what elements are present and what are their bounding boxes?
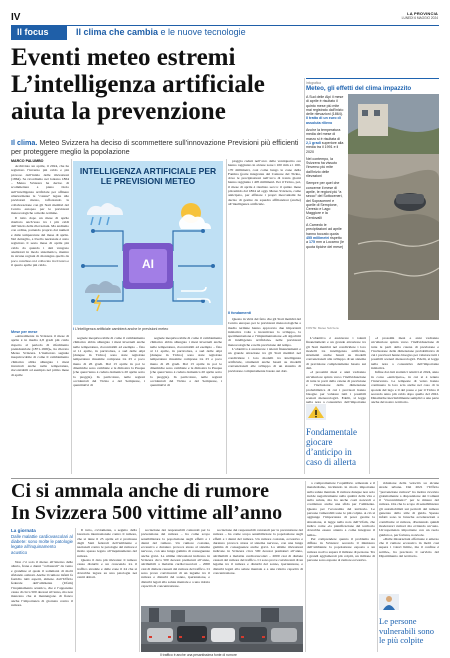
warning-icon (306, 404, 326, 420)
section-topic (76, 27, 246, 37)
body-paragraph: Questo il dato più rilevante: il rumore causa disturbi e un crescendo tra il traffico stradale e dalle zone il 24 che si dovrebbe legare su una patologie nei centri abitati. (77, 558, 137, 580)
body-paragraph: sociazione dei responsabili cantonali per la prevenzione del rumore – ha come scopo sensibilizzare la popolazione sugli effetti e i danni del rumore. Un rumore costante, eccessivo e duraturo provoca stress al sistema nervoso, con una lunga gamma di conseguenze anche gravi. La ultime rilevazioni indicano in Svizzera circa 500 decessi prematuri all’anno, attribuibili a malattie cardiovascolari – 2000 casi di diabete causati dal rumore del traffico. Ci sono prove convincenti di un legame tra il rumore e disturbi del sonno, ipertensione, e disturbi legati alla salute mentale e a una ridotta capacità di concentrazione. (213, 528, 303, 575)
article-column-6 (371, 336, 439, 474)
flood-photo (348, 94, 439, 320)
infobox-fact-5-rest: rispetto a (306, 235, 342, 245)
body-paragraph: Questo in virtù del fatto che gli Stati membri del Centro europeo per le previsioni meteorologiche a medio termine hanno approvato due importanti iniziative volte a incentivare lo sviluppo, la sperimentazione e l’implementazione «di algoritmi di intelligenza artificiale» nelle previsioni meteorologiche e nella previsione del tempo. (228, 317, 301, 347)
article-column-1b (11, 330, 69, 474)
caption-text: L’intelligenza artificiale cambierà anche le previsioni meteo (74, 327, 169, 331)
person-icon (379, 594, 399, 610)
body-paragraph: «I prossimi mesi e anni vedranno un’ulteriore spinta verso l’individuazione di tutte le parti della catena di previsione e l’inclusione della dimensione probabilistica di cui i previsori hanno bisogno per valutare tutti i possibili scenari meteorologici. Edelit, si legge nella nota a consuntivo dell’importante iniziativa. (371, 336, 439, 371)
section-topic-rest: e le nuove tecnologie (158, 27, 246, 37)
body-paragraph: pioggia caduti nell’arco delle ventiquattro ore hanno raggiunto in alcune zone i 100 mm e i 160-170 millimetri, così come lungo le zone della Fantina (parte integrante del Cantone del Ticino, dove le precipitazioni nell’arco di trenta giorni hanno raggiunto i 405 millimetri. Per il Ticino, poi, il mese di aprile è risultato secco: il quinto mese più umido dal 1864 ad oggi. Meteo Svizzera, come anticipato, per affinare i propri meccanismi ha deciso di gestire da squadra affiliandosi (anche) all’intelligenza artificiale. (228, 159, 301, 206)
illustration-title: INTELLIGENZA ARTIFICIALE PER LE PREVISIONI METEO (79, 166, 217, 186)
storm-cloud-icon (85, 281, 121, 311)
body-paragraph: riduzione della velocità su alcune strade urbane. Dal 2021 l’Ufficio “prevenzione rumore” ha inoltre ricevuto gratuitamente a disposizione dei Comuni il “riscontrimetro” per le misure del rumore. Ora che lo scopo di sensibilizzare gli automobilisti sui pericoli del rumore generato dallo stile di guida. Spesso infatti sono le brusche accelerazioni a contribuire al rumore, diventando quindi moderatori rumori ma evitando un’auto. Un’esperienza importante con un ruolo guidato e, per fortuna, notevole. (379, 481, 439, 537)
article2-headline (11, 481, 311, 524)
article-column-3 (150, 336, 222, 474)
article2-intro (11, 528, 73, 555)
body-paragraph: Infine dai dati statistici relativi al 2024, anno in corso «anticipato», in cui si è tenuto l’intervento. Le tempeste di vento hanno continuato la loro scia anche nel caso di la sponda del lago e il del passo e per il Ticino il secondo anno più caldo dopo quello del 2022. Dinamiche inevitabilmente semplici a una parte anche del nostro territorio. (371, 370, 439, 405)
infobox-fact-5-highlight-2: 175 (309, 240, 315, 245)
section-band (11, 25, 439, 39)
traffic-photo (141, 606, 303, 652)
issue-date: LUNEDÌ 6 MAGGIO 2024 (401, 16, 438, 20)
infobox-fact-1: A Sud delle Alpi il mese di aprile è risultato il quinto mese più mite mai registrato dall’inizio delle rilevazioni (1864). (306, 95, 344, 117)
infobox-fact-5-end: mm a Locarno (le quota tipiche del mese) (306, 240, 344, 249)
subheading: Il fondamenti (228, 311, 251, 315)
body-paragraph: a compromettere l’equilibrio ormonale e il metabolismo, incidendo in modo importante sulla salute mentale. Il rumore dunque non solo incide negativamente sulla qualità della vita e sulla salute, ma ha anche costi notevoli e costituisce anche una sfida per l’ambiente. Questo per l’economia del territorio. Le persone vulnerabili sono le più colpite. A ciò si aggiunge l’importanza di poter gestire la situazione, si legge nella nota dell’Ufam, che indica come «la pianificazione del territorio dovrebbe essere attenta a come integrare il tema». (307, 481, 375, 537)
section-topic-bold: Il clima che cambia (76, 27, 159, 37)
page-number: IV (11, 12, 21, 23)
article-column-4 (228, 159, 301, 309)
infobox-fact-2: Anche la temperatura media del mese di marzo si è risultata di (306, 128, 341, 141)
headline-line-3: aiuta la prevenzione (11, 98, 226, 125)
infobox-text (306, 95, 344, 249)
body-paragraph: Il tutto, ovviamente, a seguito della Giornata internazionale contro il rumore, che si tiene il 25 aprile ed è promossa dagli Stati federali dell’ambiente e nazionali contro le patologie del rumore è molto spesso legato all’inquinamento del rumore. (77, 528, 137, 558)
article2-column-1 (11, 560, 73, 652)
body-paragraph: Non c’è solo il meteo all’interno delle allerta, frane e danni “collaterali” da vento e grandine al quale il sommarsi di molti sfidando ostinati. Anche il rumore infatti fa fastidio tutti aspetti, almeno dall’Ufficio federale dell’ambiente (Ufam) l’inquinamento acustico, che è l’apparente causa di circa 500 decessi all’anno, ma non mancano che si mantengono di fianco anche l’importanza di giornata contro il rumore. (11, 560, 73, 607)
body-paragraph: segnale inequivocabile di come il cambiamento climatico abbia allungato i mesi invernali anche nelle temperature, riscontrabili ad esempio – fino al 11 aprile, in particolare, a sud delle Alpi (dunque in Ticino) sono state registrate temperature massime comprese tra 25 e poco meno di 26 gradi. Dal 13 aprile in poi le dinamiche sono cambiate e le dimostra la Pasqua (che quest’anno è caduta domenica 20 aprile sotto la pioggia). In particolare, nelle regioni occidentali del Ticino e del Sempione, i quantitativi di (150, 336, 222, 388)
lead-text: Meteo Svizzera ha deciso di scommettere sull’innovazione Previsioni più efficienti per proteggere meglio la popolazione (11, 138, 299, 156)
newspaper-name: LA PROVINCIA (407, 11, 438, 16)
teaser-vulnerable (379, 594, 439, 646)
sun-icon (179, 203, 211, 229)
infobox-fact-3: Nel contempo, la Svizzera ha vissuto l’inverno più mite dall’inizio delle rilevazioni (306, 156, 337, 179)
traffic-photo-caption: Il traffico è anche una pesantissima fonte di rumore (160, 653, 237, 657)
article2-column-5 (307, 481, 375, 652)
infobox-fact-5: A Camedo le precipitazioni ad aprile hanno toccato quota (306, 223, 342, 236)
body-paragraph: Archiviato un aprile, il 2024, che ha registrato l’inverno più caldo e più piovoso dall’inizio delle rilevazioni (1864). Se ricordiamo nel lontano 1864 – Meteo Svizzera ha deciso di scommettere a pieno titolo sull’intelligenza artificiale per affinare ulteriormente le “catene” legate alle previsioni meteo, rafforzando la collaborazione con gli Stati membri del Centro europeo per le previsioni meteorologiche a medio termine. (11, 164, 69, 216)
article-column-1 (11, 159, 69, 334)
teaser-alert (306, 404, 366, 474)
headline-line-2: L’intelligenza artificiale (11, 71, 265, 98)
body-paragraph: sociazione dei responsabili cantonali per la prevenzione del rumore – ha come scopo sensibilizzare la popolazione sugli effetti e i danni del rumore. Un rumore costante, eccessivo e duraturo provoca stress al sistema nervoso, con una lunga gamma di conseguenze anche gravi. La ultime rilevazioni indicano in Svizzera circa 500 decessi prematuri all’anno, attribuibili a malattie cardiovascolari – 2000 casi di diabete causati dal rumore del traffico. Ci sono prove convincenti di un legame tra il rumore e disturbi del sonno, ipertensione, e disturbi legati alla salute mentale e a una ridotta capacità di concentrazione. (141, 528, 210, 588)
body-paragraph: segnale inequivocabile di come il cambiamento climatico abbia allungato i mesi invernali anche nelle temperature, riscontrabili ad esempio – fino al 11 aprile, in particolare, a sud delle Alpi (dunque in Ticino) sono state registrate temperature massime comprese tra 25 e poco meno di 26 gradi. Dal 13 aprile in poi le dinamiche sono cambiate e le dimostra la Pasqua (che quest’anno è caduta domenica 20 aprile sotto la pioggia). In particolare, nelle regioni occidentali del Ticino e del Sempione, i quantitativi di (73, 336, 145, 388)
headline-line-1: Ci si ammala anche di rumore (11, 480, 269, 502)
subheading: Mese per mese (11, 330, 38, 334)
body-paragraph: L’obiettivo è assicurare i talenti finanziamenti e un grande attrazione tra gli Stati membri nel condividere i loro modelli tra intelligenza artificiale, strumenti anche basati su modelli convenzionali alle sviluppo di un sistema di previsione completamente basato sui dati. (306, 336, 366, 371)
article2-column-3 (141, 528, 210, 604)
teaser-headline: Fondamentale giocare d’anticipo in caso di allerta (306, 427, 357, 467)
infobox-fact-5-highlight: 455 millimetri (306, 235, 329, 240)
body-paragraph: Il tutto dopo un mese di aprile risultato anch’esso tra i più caldi dall’inizio delle rilevazioni. Ma andiamo con ordine, partendo proprio dai numeri e dalle temperature del mese di aprile. Nel dettaglio, a livello nazionale è stato registrato il sesto mese di aprile più caldo da quando i dati vengono analizzati in modo sistematico, mentre in alcune regioni di montagna quello da poco concluso si è collocato tra il terzo e il quarto aprile più caldo. (11, 215, 69, 267)
infobox-source: FONTE: Meteo Svizzera (306, 326, 339, 330)
infobox (306, 78, 439, 333)
body-paragraph: «Dalle misurazioni effettuate è emerso che il rumore eccessivo in molti casi supera i valori limite, ma il confine è sottile», ha precisato il servizio del Dipartimento del territorio. (379, 536, 439, 559)
infobox-fact-1-highlight: Il tratto di un euro di assoluta rilievo (306, 116, 341, 125)
headline-line-2: In Svizzera 500 vittime all’anno (11, 501, 283, 524)
lead-label: Il clima. (11, 138, 38, 147)
teaser-headline: Le persone vulnerabili sono le più colpite (379, 616, 435, 645)
body-paragraph: Per comprendere quanto il problema sia diffuso in Svizzera: secondo il ministero dell’ambiente la popolazione esposta a un rumore nocivo supera il milione di persone. Tra i grandi agglomerati più colpiti, un milione di persone sono esposte al rumore eccessivo. (307, 536, 375, 563)
section-label: Il focus (11, 26, 67, 40)
infobox-fact-4: Sempre per quel che concerne il mese di aprile, le regioni più “a secco” del Sottoceneri, del Sopraceneri e quelle di Sempione, Ceresio e Lago Maggiore e la Centovalli (306, 181, 343, 220)
body-paragraph: L’obiettivo è assicurare i talenti finanziamenti e un grande attrazione tra gli Stati membri nel condividere i loro modelli tra intelligenza artificiale, strumenti anche basati su modelli convenzionali alle sviluppo di un sistema di previsione completamente basato sui dati. (228, 347, 301, 373)
ai-chip-label: AI (142, 257, 154, 271)
byline: MARCO PALUMBO (11, 159, 44, 163)
infobox-kicker: Infografica (306, 81, 321, 85)
article2-kicker: La giornata (11, 528, 36, 533)
article2-column-6 (379, 481, 439, 591)
body-paragraph: «I prossimi mesi e anni vedranno un’ulteriore spinta verso l’individuazione di tutte le parti della catena di previsione e l’inclusione della dimensione probabilistica di cui i previsori hanno bisogno per valutare tutti i possibili scenari meteorologici. Edelit, si legge nella nota a consuntivo dell’importante (306, 370, 366, 405)
article2-deck: Dalle malattie cardiovascolari al diabete: sono molte le patologie legate all’inquinamento acustico (11, 534, 74, 555)
ai-weather-illustration (73, 161, 223, 325)
article-lead (11, 138, 301, 156)
article-column-2 (73, 336, 145, 474)
headline-line-1: Eventi meteo estremi (11, 44, 236, 71)
article2-column-4 (213, 528, 303, 604)
article2-column-2 (77, 528, 137, 652)
body-paragraph: «Attualmente in Svizzera il mese di aprile è in media 2,8 gradi più caldo rispetto al periodo di riferimento preindustriale (1871-1900)», ha rilevato Meteo Svizzera. L’inalterato segnale inequivocabile di come il cambiamento climatico abbia allungato i mesi invernali anche nelle temperature, riscontrabili ad esempio nel primo mese di aprile (11, 334, 69, 377)
infobox-fact-2-rest: superiore alla media tra il 1991 e il 2020 (306, 140, 344, 154)
illustration-caption (73, 327, 223, 331)
infobox-title: Meteo, gli effetti del clima impazzito (306, 85, 412, 92)
cloud-icon (87, 203, 123, 225)
caption-marker: I (73, 327, 74, 331)
article-column-4b (228, 317, 301, 474)
masthead (402, 11, 438, 20)
infobox-fact-2-highlight: 2,1 gradi (306, 140, 321, 145)
article-headline (11, 44, 301, 125)
